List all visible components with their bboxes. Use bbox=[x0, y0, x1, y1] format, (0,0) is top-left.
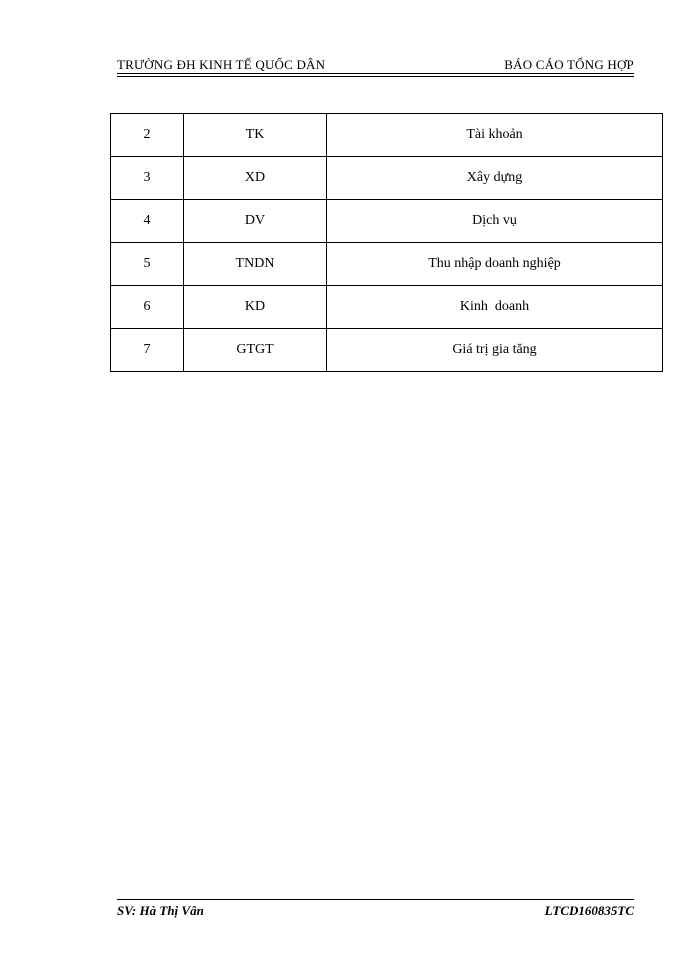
meaning: Kinh doanh bbox=[327, 286, 663, 329]
abbreviation: DV bbox=[184, 200, 327, 243]
meaning: Xây dựng bbox=[327, 157, 663, 200]
abbreviation: KD bbox=[184, 286, 327, 329]
row-number: 2 bbox=[111, 114, 184, 157]
row-number: 7 bbox=[111, 329, 184, 372]
footer-student-name: SV: Hà Thị Vân bbox=[117, 903, 204, 918]
footer-student-id: LTCD160835TC bbox=[544, 903, 634, 918]
footer-divider bbox=[117, 899, 634, 900]
page-header bbox=[117, 55, 634, 75]
header-university: TRƯỜNG ĐH KINH TẾ QUỐC DÂN bbox=[117, 57, 326, 72]
meaning: Tài khoản bbox=[327, 114, 663, 157]
header-report-title: BÁO CÁO TỔNG HỢP bbox=[504, 57, 634, 72]
header-divider-secondary bbox=[117, 76, 634, 77]
row-number: 6 bbox=[111, 286, 184, 329]
table-row bbox=[111, 157, 663, 200]
table-row bbox=[111, 200, 663, 243]
abbreviation: XD bbox=[184, 157, 327, 200]
abbreviation: TNDN bbox=[184, 243, 327, 286]
header-divider bbox=[117, 73, 634, 74]
abbreviation: GTGT bbox=[184, 329, 327, 372]
table-row bbox=[111, 286, 663, 329]
page-footer bbox=[117, 903, 634, 921]
table-row bbox=[111, 114, 663, 157]
abbreviation: TK bbox=[184, 114, 327, 157]
abbreviation-table bbox=[110, 113, 663, 372]
table-row bbox=[111, 329, 663, 372]
table-row bbox=[111, 243, 663, 286]
row-number: 4 bbox=[111, 200, 184, 243]
row-number: 3 bbox=[111, 157, 184, 200]
meaning: Dịch vụ bbox=[327, 200, 663, 243]
meaning: Giá trị gia tăng bbox=[327, 329, 663, 372]
meaning: Thu nhập doanh nghiệp bbox=[327, 243, 663, 286]
row-number: 5 bbox=[111, 243, 184, 286]
